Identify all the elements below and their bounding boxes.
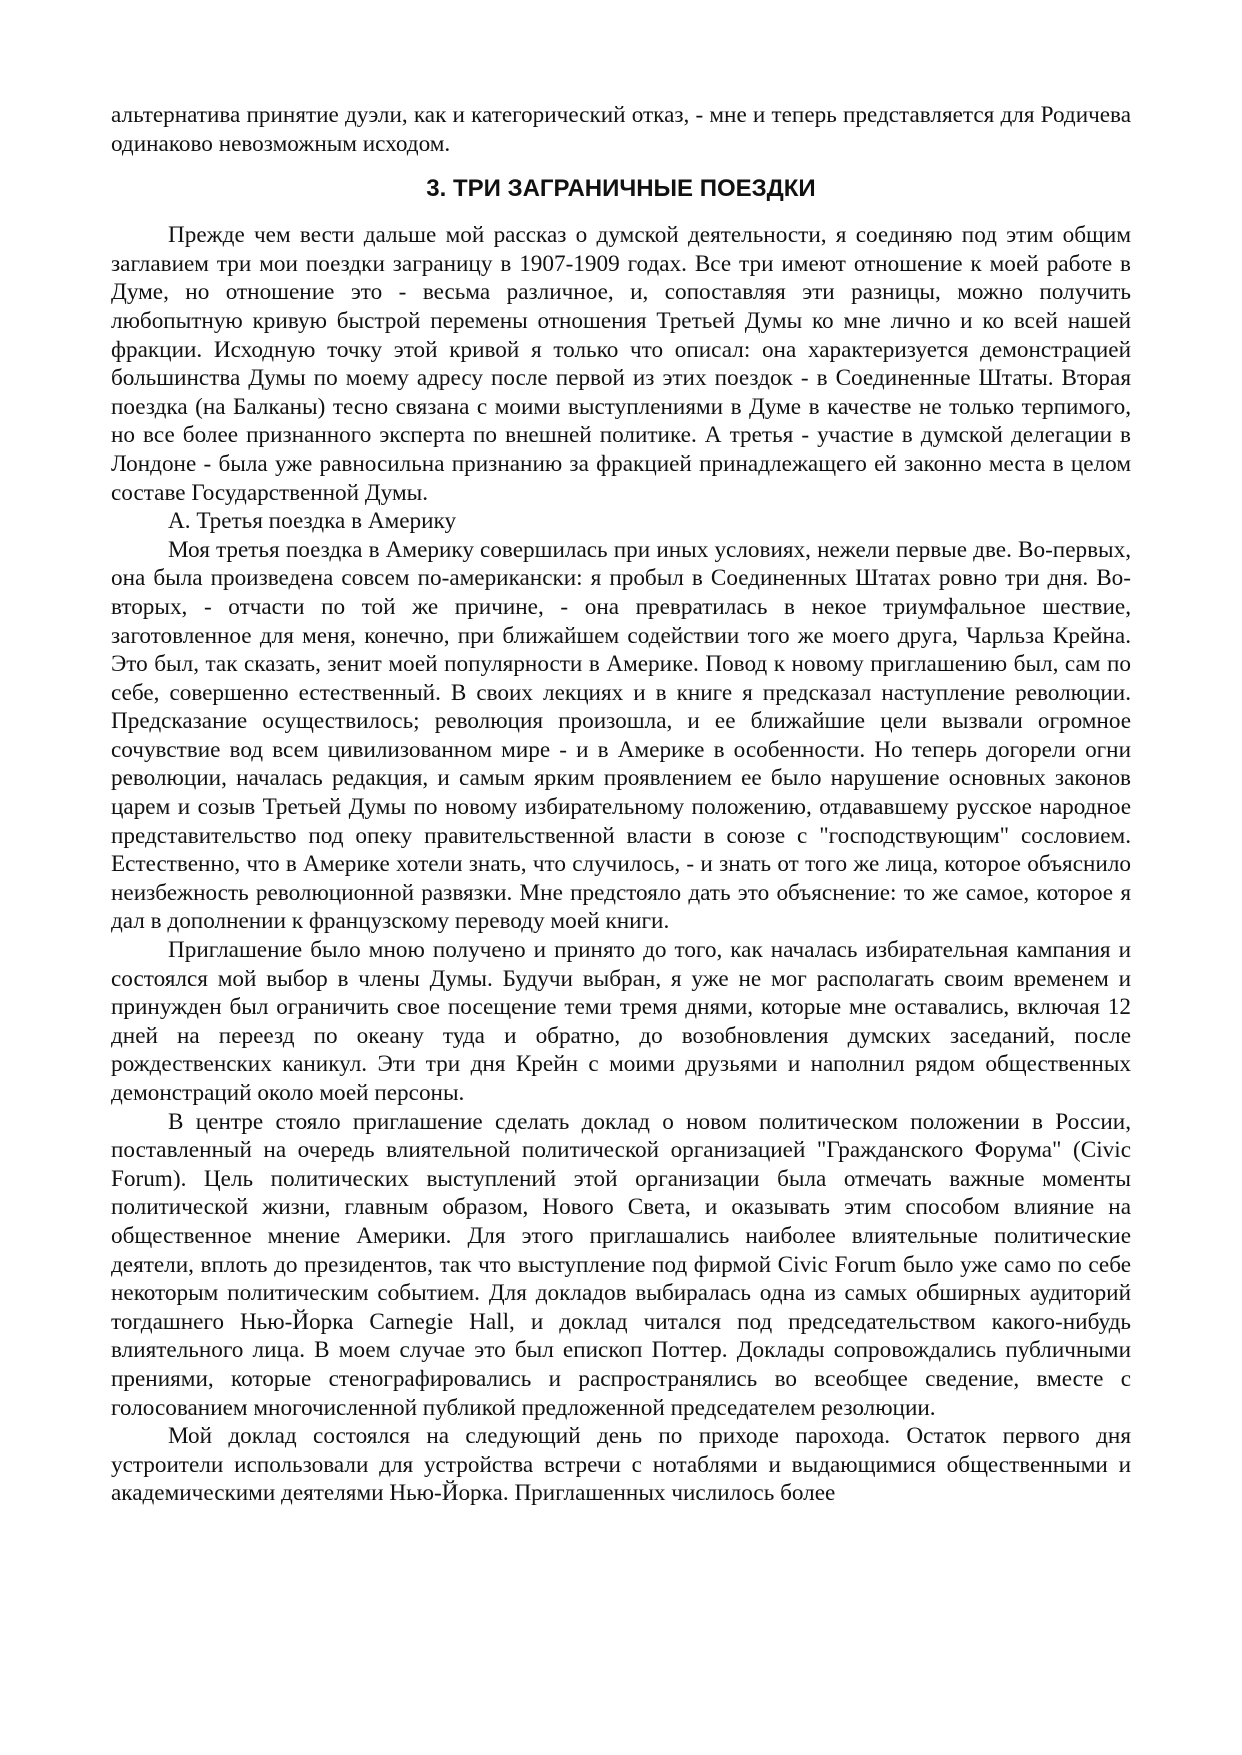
paragraph-intro: Прежде чем вести дальше мой рассказ о думской деятельности, я соединяю под этим общим заглавием три мои поездки заграницу в 1907-1909 годах. Все три имеют отношение к моей работе в Думе, но отношение это - весьма различное, и, сопоставляя эти разницы, можно получить любопытную кривую быстрой перемены отношения Третьей Думы ко мне лично и ко всей нашей фракции. Исходную точку этой кривой я только что описал: она характеризуется демонстрацией большинства Думы по моему адресу после первой из этих поездок - в Соединенные Штаты. Вторая поездка (на Балканы) тесно связана с моими выступлениями в Думе в качестве не только терпимого, но все более признанного эксперта по внешней политике. А третья - участие в думской делегации в Лондоне - была уже равносильна признанию за фракцией принадлежащего ей законно места в целом составе Государственной Думы. — [111, 222, 1131, 506]
document-page — [111, 101, 1131, 1508]
paragraph-invitation: Приглашение было мною получено и принято до того, как началась избирательная кампания и состоялся мой выбор в члены Думы. Будучи выбран, я уже не мог располагать своим временем и принужден был ограничить свое посещение теми тремя днями, которые мне оставались, включая 12 дней на переезд по океану туда и обратно, до возобновления думских заседаний, после рождественских каникул. Эти три дня Крейн с моими друзьями и наполнил рядом общественных демонстраций около моей персоны. — [111, 937, 1131, 1106]
paragraph-report: Мой доклад состоялся на следующий день по приходе парохода. Остаток первого дня устроители использовали для устройства встречи с нотаблями и выдающимися общественными и академическими деятелями Нью-Йорка. Приглашенных числилось более — [111, 1423, 1131, 1507]
paragraph-civic-forum: В центре стояло приглашение сделать доклад о новом политическом положении в России, поставленный на очередь влиятельной политической организацией "Гражданского Форума" (Civic Forum). Цель политических выступлений этой организации была отмечать важные моменты политической жизни, главным образом, Нового Света, и оказывать этим способом влияние на общественное мнение Америки. Для этого приглашались наиболее влиятельные политические деятели, вплоть до президентов, так что выступление под фирмой Civic Forum было уже само по себе некоторым политическим событием. Для докладов выбиралась одна из самых обширных аудиторий тогдашнего Нью-Йорка Carnegie Hall, и доклад читался под председательством какого-нибудь влиятельного лица. В моем случае это был епископ Поттер. Доклады сопровождались публичными прениями, которые стенографировались и распространялись во всеобщее сведение, вместе с голосованием многочисленной публикой предложенной председателем резолюции. — [111, 1108, 1131, 1421]
subsection-title: А. Третья поездка в Америку — [168, 508, 457, 535]
paragraph-third-trip: Моя третья поездка в Америку совершилась при иных условиях, нежели первые две. Во-первых, она была произведена совсем по-американски: я пробыл в Соединенных Штатах ровно три дня. Во-вторых, - отчасти по той же причине, - она превратилась в некое триумфальное шествие, заготовленное для меня, конечно, при ближайшем содействии того же моего друга, Чарльза Крейна. Это был, так сказать, зенит моей популярности в Америке. Повод к новому приглашению был, сам по себе, совершенно естественный. В своих лекциях и в книге я предсказал наступление революции. Предсказание осуществилось; революция произошла, и ее ближайшие цели вызвали огромное сочувствие вод всем цивилизованном мире - и в Америке в особенности. Но теперь догорели огни революции, началась редакция, и самым ярким проявлением ее было нарушение основных законов царем и созыв Третьей Думы по новому избирательному положению, отдававшему русское народное представительство под опеку правительственной власти в союзе с "господствующим" сословием. Естественно, что в Америке хотели знать, что случилось, - и знать от того же лица, которое объяснило неизбежность революционной развязки. Мне предстояло дать это объяснение: то же самое, которое я дал в дополнении к французскому переводу моей книги. — [111, 536, 1131, 935]
opening-paragraph: альтернатива принятие дуэли, как и категорический отказ, - мне и теперь представляется для Родичева одинаково невозможным исходом. — [111, 102, 1131, 157]
section-heading: 3. ТРИ ЗАГРАНИЧНЫЕ ПОЕЗДКИ — [426, 175, 816, 203]
